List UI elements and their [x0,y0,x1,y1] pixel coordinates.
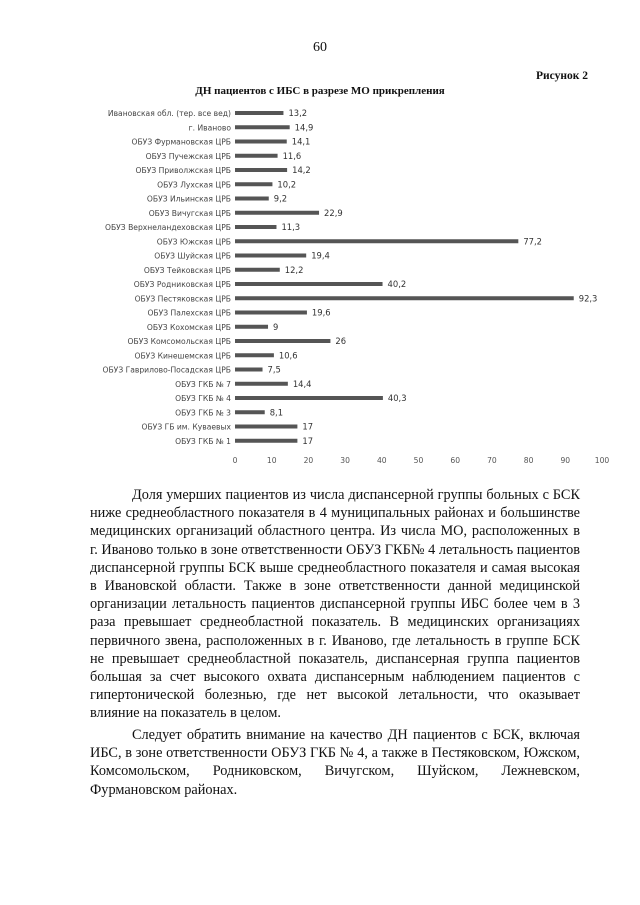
data-bar [235,182,272,186]
category-label: ОБУЗ ГКБ № 7 [175,379,231,389]
x-tick-label: 30 [340,455,350,465]
value-label: 7,5 [267,364,281,375]
value-label: 26 [335,336,347,346]
data-bar [235,197,269,201]
value-label: 13,2 [288,108,308,118]
value-label: 17 [302,435,314,446]
x-tick-label: 10 [266,455,277,465]
value-label: 9,2 [273,193,288,204]
value-label: 40,2 [387,279,407,289]
value-label: 14,9 [294,122,314,133]
category-label: ОБУЗ Пестяковская ЦРБ [134,294,231,304]
page-number: 60 [313,40,327,55]
paragraph-attention: Следует обратить внимание на качество ДН пациентов с БСК, включая ИБС, в зоне ответственности ОБУЗ ГКБ № 4, а также в Пестяковском, Южском, Комсомольском, Родниковском, Вичугском, Шуйском, Лежневском, Фурмановском районах. [90,727,580,798]
category-label: ОБУЗ Кинешемская ЦРБ [134,351,231,361]
data-bar [235,239,518,243]
data-bar [235,125,290,129]
data-bar [235,211,319,215]
value-label: 19,6 [311,307,331,318]
category-label: Ивановская обл. (тер. все вед) [107,109,231,118]
category-label: ОБУЗ ГКБ № 4 [175,394,231,403]
data-bar [235,353,274,357]
category-label: ОБУЗ ГКБ № 3 [175,408,231,418]
x-tick-label: 50 [413,455,424,465]
value-label: 11,6 [282,150,302,161]
chart-title: ДН пациентов с ИБС в разрезе МО прикрепления [195,85,445,97]
data-bar [235,396,383,400]
value-label: 14,2 [292,165,311,175]
data-bar [235,311,307,315]
value-label: 17 [302,421,314,432]
value-label: 92,3 [578,293,598,304]
data-bar [235,268,280,272]
category-label: ОБУЗ Фурмановская ЦРБ [131,137,231,147]
data-bar [235,254,306,258]
value-label: 22,9 [324,207,343,218]
data-bar [235,439,297,443]
category-label: ОБУЗ Кохомская ЦРБ [146,322,231,332]
category-label: г. Иваново [188,123,231,133]
category-label: ОБУЗ Палехская ЦРБ [147,308,231,318]
value-label: 9 [273,321,279,332]
value-label: 12,2 [284,264,304,275]
value-label: 14,4 [292,378,312,389]
category-label: ОБУЗ Верхнеландеховская ЦРБ [104,223,231,232]
value-label: 14,1 [291,136,311,147]
category-label: ОБУЗ Шуйская ЦРБ [154,251,231,261]
x-tick-label: 70 [487,455,497,465]
value-label: 10,2 [277,179,297,190]
value-label: 19,4 [311,250,330,261]
category-label: ОБУЗ Вичугская ЦРБ [148,208,231,218]
x-tick-label: 60 [450,455,461,465]
bar-chart [0,100,640,470]
data-bar [235,282,383,286]
data-bar [235,225,276,229]
category-label: ОБУЗ ГБ им. Куваевых [141,422,231,432]
x-tick-label: 20 [303,455,314,465]
data-bar [235,140,287,144]
category-label: ОБУЗ Южская ЦРБ [156,237,231,247]
category-label: ОБУЗ Комсомольская ЦРБ [127,337,231,346]
data-bar [235,425,297,429]
data-bar [235,168,287,172]
x-tick-label: 90 [560,455,571,465]
category-label: ОБУЗ Приволжская ЦРБ [135,166,231,175]
category-label: ОБУЗ Лухская ЦРБ [157,180,231,190]
value-label: 77,2 [523,236,542,247]
data-bar [235,154,278,158]
value-label: 11,3 [281,222,301,232]
x-tick-label: 80 [523,455,534,465]
category-label: ОБУЗ Пучежская ЦРБ [145,151,231,161]
category-label: ОБУЗ Тейковская ЦРБ [143,265,231,275]
data-bar [235,325,268,329]
category-label: ОБУЗ Ильинская ЦРБ [146,194,231,204]
data-bar [235,339,330,343]
data-bar [235,111,283,115]
category-label: ОБУЗ Родниковская ЦРБ [133,280,231,289]
x-tick-label: 40 [376,455,387,465]
category-label: ОБУЗ ГКБ № 1 [175,436,231,446]
data-bar [235,368,263,372]
data-bar [235,382,288,386]
data-bar [235,296,574,300]
figure-label: Рисунок 2 [536,70,588,82]
data-bar [235,410,265,414]
x-tick-label: 0 [232,455,238,465]
x-tick-label: 100 [594,455,610,465]
category-label: ОБУЗ Гаврилово-Посадская ЦРБ [102,365,231,375]
paragraph-leading-deaths: Доля умерших пациентов из числа диспансерной группы больных с БСК ниже среднеобластного показателя в 4 муниципальных районах и большинстве медицинских организаций областного центра. Из числа МО, расположенных в г. Иваново только в зоне ответственности ОБУЗ ГКБ№ 4 летальность пациентов диспансерной группы БСК выше среднеобластного показателя и самая высокая в Ивановской области. Также в зоне ответственности данной медицинской организации летальность пациентов диспансерной группы ИБС более чем в 3 раза превышает среднеобластной показатель. В медицинских организациях первичного звена, расположенных в г. Иваново, где летальность в группе БСК не превышает среднеобластной показатель, диспансерная группа пациентов большая за счет высокого охвата диспансерным наблюдением пациентов с гипертонической болезнью, где нет высокой летальности, что оказывает влияние на показатель в целом. [90,487,580,722]
value-label: 10,6 [278,350,298,361]
value-label: 40,3 [387,393,407,403]
value-label: 8,1 [269,407,284,418]
